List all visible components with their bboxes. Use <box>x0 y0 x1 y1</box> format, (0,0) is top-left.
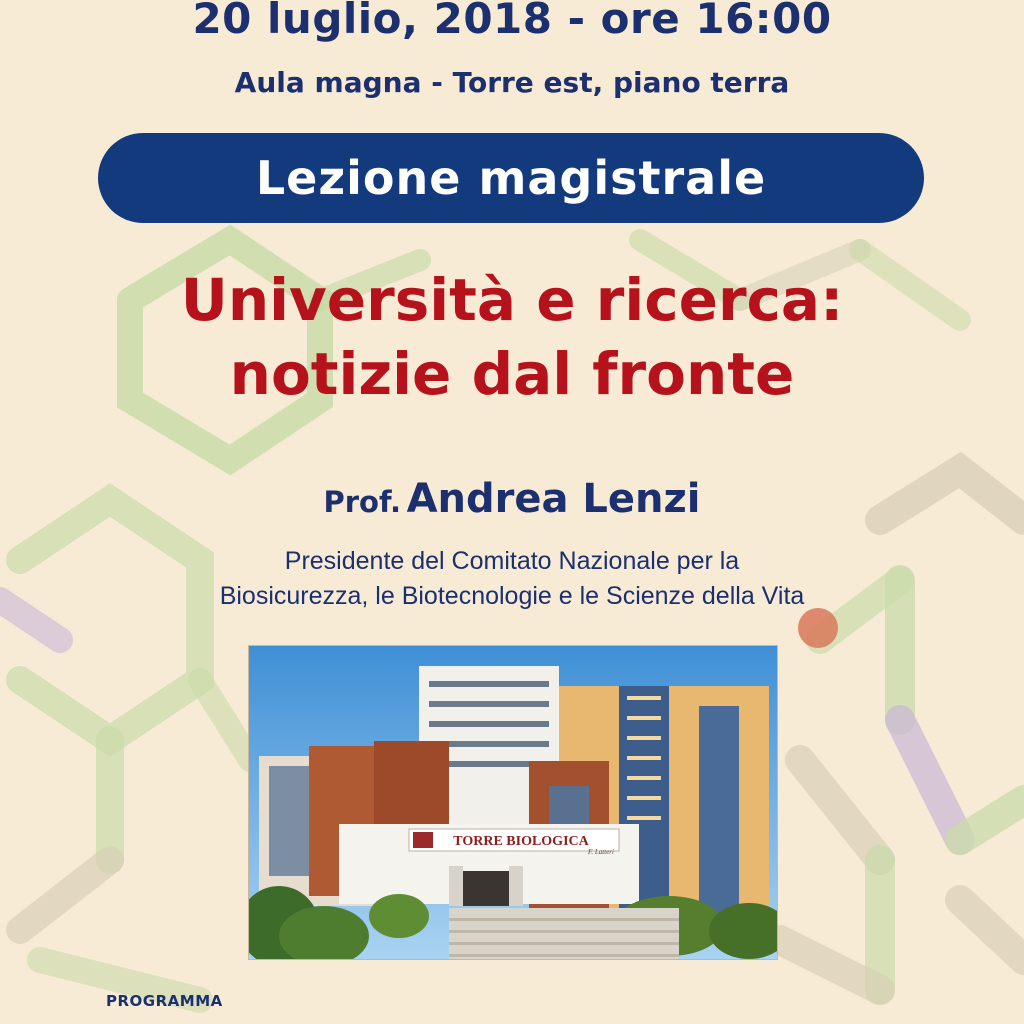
event-venue: Aula magna - Torre est, piano terra <box>234 66 790 99</box>
speaker-heading <box>0 476 1024 522</box>
programma-label: PROGRAMMA <box>106 992 223 1010</box>
speaker-role-line2: Biosicurezza, le Biotecnologie e le Scienze della Vita <box>219 582 805 610</box>
building-sign-text: TORRE BIOLOGICA <box>453 834 589 849</box>
speaker-role-line1: Presidente del Comitato Nazionale per la <box>284 547 740 575</box>
speaker-prefix: Prof. <box>323 485 401 519</box>
lecture-title-line1: Università e ricerca: <box>180 266 844 334</box>
building-sign-subtext: F. Latteri <box>588 848 614 856</box>
lecture-type-label: Lezione magistrale <box>255 151 767 205</box>
speaker-role <box>0 544 1024 614</box>
lecture-type-banner <box>98 133 924 223</box>
lecture-title <box>0 263 1024 411</box>
speaker-name: Andrea Lenzi <box>406 476 701 522</box>
building-photo <box>248 645 778 960</box>
lecture-title-line2: notizie dal fronte <box>229 340 795 408</box>
event-date-time: 20 luglio, 2018 - ore 16:00 <box>192 0 832 43</box>
